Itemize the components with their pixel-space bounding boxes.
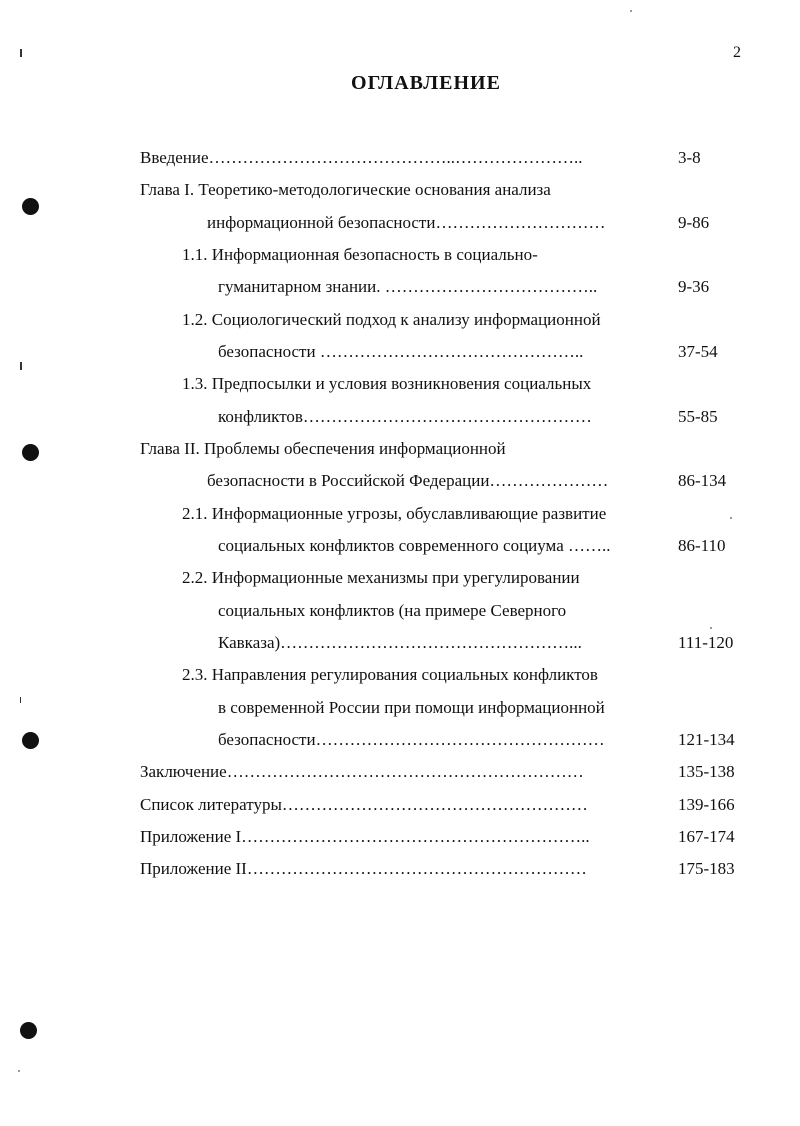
toc-pages: 86-110 <box>678 536 726 555</box>
toc-pages: 175-183 <box>678 859 735 878</box>
margin-mark-icon <box>20 362 22 370</box>
toc-line: конфликтов…………………………………………… <box>218 407 592 426</box>
toc-line: 1.2. Социологический подход к анализу информационной <box>182 310 601 329</box>
binder-hole-icon <box>22 198 39 215</box>
toc-pages: 9-36 <box>678 277 710 296</box>
toc-line: безопасности…………………………………………… <box>218 730 605 749</box>
toc-pages: 86-134 <box>678 471 727 490</box>
binder-hole-icon <box>20 1022 37 1039</box>
scan-speck-icon <box>18 1070 20 1072</box>
toc-line: Приложение II…………………………………………………… <box>140 859 587 878</box>
toc-pages: 135-138 <box>678 762 735 781</box>
toc-pages: 9-86 <box>678 213 710 232</box>
toc-line: гуманитарном знании. ……………………………….. <box>218 277 598 296</box>
toc-line: Введение……………………………………..………………….. <box>140 148 583 167</box>
page-title: ОГЛАВЛЕНИЕ <box>351 72 501 94</box>
toc-line: информационной безопасности………………………… <box>207 213 606 232</box>
toc-line: 1.1. Информационная безопасность в социально- <box>182 245 538 264</box>
margin-mark-icon <box>20 697 21 703</box>
toc-pages: 111-120 <box>678 633 734 652</box>
toc-line: 1.3. Предпосылки и условия возникновения социальных <box>182 374 592 393</box>
toc-line: 2.3. Направления регулирования социальных конфликтов <box>182 665 598 684</box>
toc-line: Список литературы……………………………………………… <box>140 795 588 814</box>
binder-hole-icon <box>22 732 39 749</box>
scan-speck-icon <box>710 627 712 629</box>
page-number: 2 <box>733 44 741 61</box>
toc-pages: 167-174 <box>678 827 735 846</box>
toc-pages: 37-54 <box>678 342 718 361</box>
scan-speck-icon <box>630 10 632 12</box>
toc-line: социальных конфликтов современного социума …….. <box>218 536 611 555</box>
toc-line: Заключение……………………………………………………… <box>140 762 584 781</box>
toc-line: Кавказа)……………………………………………... <box>218 633 582 652</box>
binder-hole-icon <box>22 444 39 461</box>
toc-line: Приложение I…………………………………………………….. <box>140 827 590 846</box>
toc-line: Глава I. Теоретико-методологические основания анализа <box>140 180 551 199</box>
toc-line: безопасности в Российской Федерации………………… <box>207 471 609 490</box>
toc-pages: 3-8 <box>678 148 701 167</box>
toc-pages: 139-166 <box>678 795 735 814</box>
toc-line: 2.2. Информационные механизмы при урегулировании <box>182 568 580 587</box>
toc-line: социальных конфликтов (на примере Северного <box>218 601 567 620</box>
toc-line: в современной России при помощи информационной <box>218 698 605 717</box>
margin-mark-icon <box>20 49 22 57</box>
scan-speck-icon <box>730 517 732 519</box>
toc-pages: 55-85 <box>678 407 718 426</box>
toc-line: 2.1. Информационные угрозы, обуславливающие развитие <box>182 504 607 523</box>
toc-pages: 121-134 <box>678 730 735 749</box>
toc-line: безопасности ……………………………………….. <box>218 342 584 361</box>
toc-line: Глава II. Проблемы обеспечения информационной <box>140 439 506 458</box>
